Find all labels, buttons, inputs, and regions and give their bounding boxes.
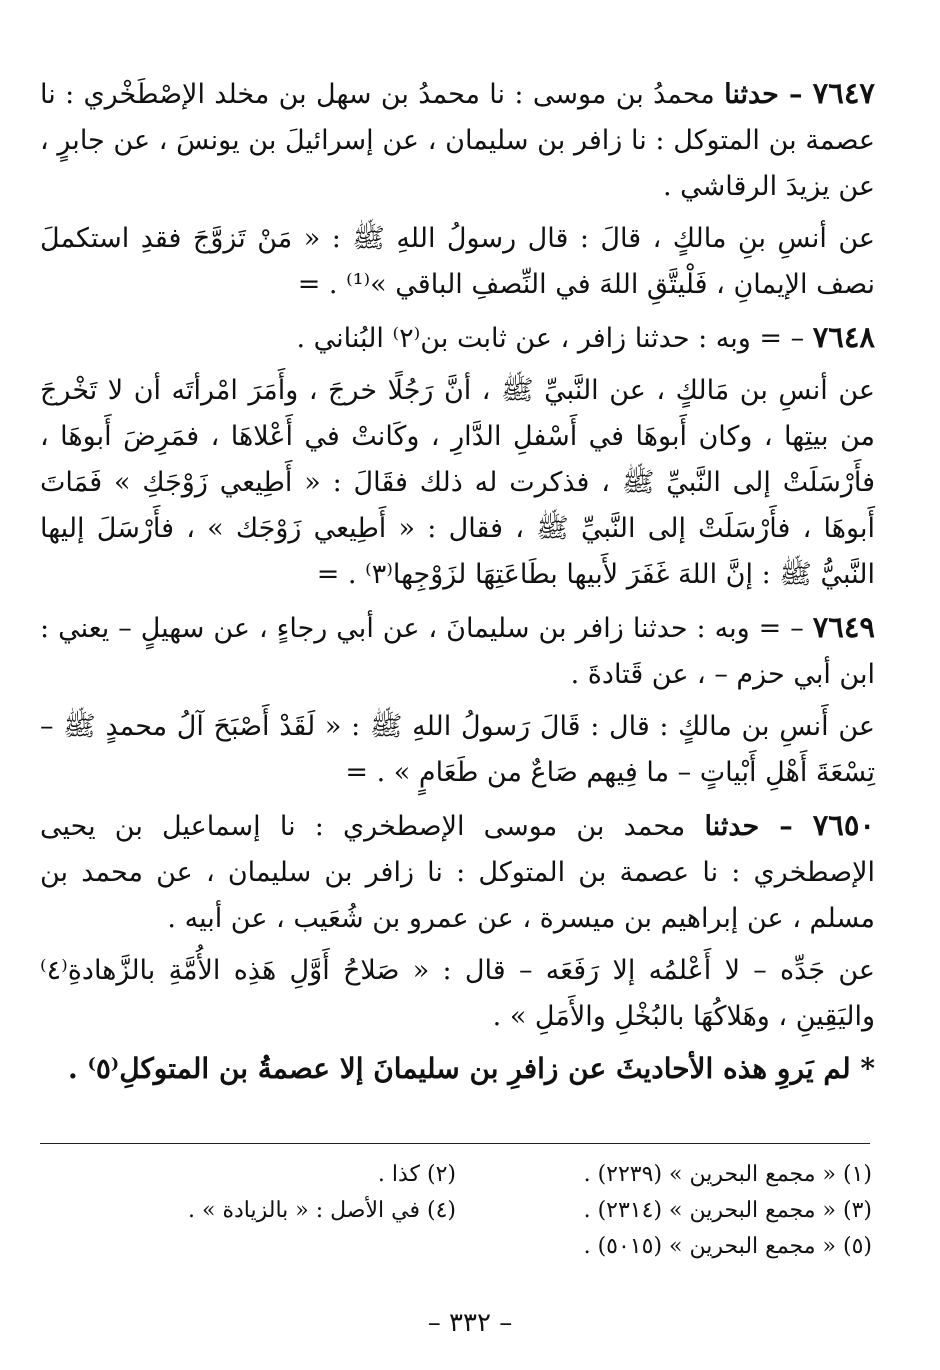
hadith-7648-matn: عن أنسِ بن مَالكٍ ، عن النَّبيِّ ﷺ ، أنَّ رَجُلًا خرجَ ، وأَمَرَ امْرأتَه أن لا تَخْرجَ من بيتِها ، وكان أَبوهَا في أَسْفلِ الدَّارِ ، وكَانتْ في أَعْلاهَا ، فمَرِضَ أَبوهَا ، فأَرْسَلَتْ إلى النَّبيِّ ﷺ ، فذكرت له ذلك فقَالَ : « أَطِيعي زَوْجَكِ » فَمَاتَ أَبوهَا ، فأَرْسَلَتْ إلى النَّبيِّ ﷺ ، فقال : « أَطِيعي زَوْجَك » ، فأَرْسَلَ إليها النَّبيُّ ﷺ : إنَّ اللهَ غَفَرَ لأَبيها بطَاعَتِهَا لزَوْجِها⁽٣⁾ . = <box>40 375 875 590</box>
footnote-row <box>40 1193 872 1229</box>
hadith-number: ٧٦٤٩ <box>812 610 875 644</box>
footnote-3: (٣) « مجمع البحرين » (٢٣١٤) . <box>583 1198 872 1223</box>
footnote-5: (٥) « مجمع البحرين » (٥٠١٥) . <box>583 1234 872 1259</box>
footnote-empty <box>40 1229 456 1265</box>
hadith-7649-isnad <box>40 604 875 698</box>
isnad-text: – = وبه : حدثنا زافر ، عن ثابت بن⁽٢⁾ البُناني . <box>296 323 813 354</box>
hadith-7647-isnad <box>40 70 875 210</box>
footnote-separator <box>40 1143 870 1144</box>
closing-note: * لم يَروِ هذه الأحاديثَ عن زافرِ بن سليمانَ إلا عصمةُ بن المتوكلِ⁽٥⁾ . <box>68 1052 875 1085</box>
footnote-1: (١) « مجمع البحرين » (٢٢٣٩) . <box>583 1162 872 1187</box>
isnad-lead: – حدثنا <box>704 811 813 842</box>
isnad-lead: – حدثنا <box>724 79 813 110</box>
hadith-number: ٧٦٤٧ <box>812 76 875 110</box>
hadith-7650-matn: عن جَدِّه – لا أَعْلمُه إلا رَفَعَه – قال : « صَلاحُ أَوَّلِ هَذِه الأُمَّةِ بالزَّهادةِ⁽٤⁾ واليَقِينِ ، وهَلاكُهَا بالبُخْلِ والأَمَلِ » . <box>40 955 875 1032</box>
hadith-7650-isnad <box>40 802 875 942</box>
footnote-2: (٢) كذا . <box>377 1162 456 1187</box>
isnad-text: محمد بن موسى الإصطخري : نا إسماعيل بن يحيى الإصطخري : نا عصمة بن المتوكل : نا زافر بن سليمان ، عن محمد بن مسلم ، عن إبراهيم بن ميسرة ، عن عمرو بن شُعَيب ، عن أبيه . <box>40 811 875 934</box>
page-number: – ٣٣٢ – <box>427 1308 513 1338</box>
footnote-row <box>40 1229 872 1265</box>
hadith-7649-matn: عن أَنسِ بن مالكٍ : قال : قَالَ رَسولُ اللهِ ﷺ : « لَقَدْ أَصْبَحَ آلُ محمدٍ ﷺ – تِسْعَةَ أَهْلِ أَبْياتٍ – ما فِيهم صَاعٌ من طَعَامٍ » . = <box>40 711 875 788</box>
footnotes <box>40 1157 872 1265</box>
hadith-7647-matn: عن أنسِ بنِ مالكٍ ، قالَ : قال رسولُ اللهِ ﷺ : « مَنْ تَزوَّجَ فقدِ استكملَ نصف الإيمانِ ، فَلْيتَّقِ اللهَ في النِّصفِ الباقي »⁽¹⁾ . = <box>40 223 875 300</box>
footnote-4: (٤) في الأصل : « بالزيادة » . <box>188 1198 456 1223</box>
isnad-text: – = وبه : حدثنا زافر بن سليمانَ ، عن أبي رجاءٍ ، عن سهيلٍ – يعني : ابن أبي حزم – ، عن قَتادةَ . <box>40 613 875 690</box>
hadith-number: ٧٦٥٠ <box>812 808 875 842</box>
footnote-row <box>40 1157 872 1193</box>
isnad-text: محمدُ بن موسى : نا محمدُ بن سهل بن مخلد الإصْطَخْري : نا عصمة بن المتوكل : نا زافر بن سليمان ، عن إسرائيلَ بن يونسَ ، عن جابرٍ ، عن يزيدَ الرقاشي . <box>40 79 875 202</box>
hadith-number: ٧٦٤٨ <box>812 320 875 354</box>
hadith-7648-isnad <box>40 314 875 362</box>
